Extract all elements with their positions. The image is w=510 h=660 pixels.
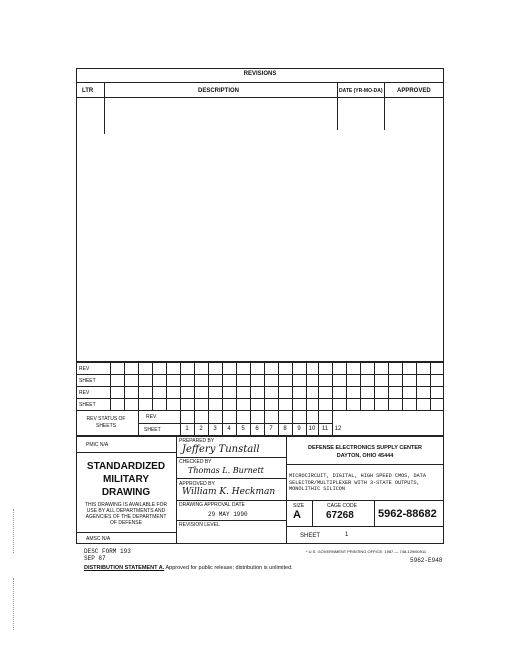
distribution-statement: [84, 565, 293, 571]
drawing-description: MICROCIRCUIT, DIGITAL, HIGH SPEED CMOS, DATA SELECTOR/MULTIPLEXER WITH 3-STATE OUTPUTS, MONOLITHIC SILICON: [289, 473, 426, 492]
agency-name: DEFENSE ELECTRONICS SUPPLY CENTER: [308, 445, 422, 451]
cage-code-value: 67268: [326, 510, 354, 521]
rev-label: REV: [146, 414, 157, 420]
revision-level-label: REVISION LEVEL: [179, 522, 220, 528]
revisions-title: REVISIONS: [243, 71, 277, 77]
scan-mark: [13, 578, 15, 630]
drawing-title-line-2: MILITARY: [102, 474, 150, 485]
gpo-note: * U.S. GOVERNMENT PRINTING OFFICE: 1987 — 748-129/60911: [306, 549, 427, 554]
row-label-rev-2: REV: [79, 390, 90, 396]
pmic-label: PMIC N/A: [86, 442, 109, 448]
sheet-number: 3: [213, 426, 217, 432]
sheet-footer-label: SHEET: [300, 533, 321, 539]
sheet-label: SHEET: [144, 427, 161, 433]
col-ltr: LTR: [82, 88, 94, 94]
col-description: DESCRIPTION: [198, 88, 240, 94]
sheet-number: 4: [227, 426, 231, 432]
form-date: SEP 87: [84, 555, 106, 562]
distribution-text: Approved for public release; distribution is unlimited.: [165, 565, 293, 571]
rev-status-label: REV STATUS OF SHEETS: [86, 416, 126, 429]
sheet-number: 9: [297, 426, 301, 432]
size-label: SIZE: [293, 503, 305, 509]
approval-date-label: DRAWING APPROVAL DATE: [179, 502, 245, 508]
sheet-number: 11: [321, 426, 329, 432]
size-value: A: [293, 509, 301, 521]
availability-note: THIS DRAWING IS AVAILABLE FOR USE BY ALL DEPARTMENTS AND AGENCIES OF THE DEPARTMENT OF DEFENSE: [84, 502, 168, 526]
col-date: DATE (YR-MO-DA): [339, 88, 383, 94]
sheet-number: 10: [308, 426, 316, 432]
prepared-by-signature: Jeffery Tunstall: [182, 444, 260, 455]
approved-by-label: APPROVED BY: [179, 481, 215, 487]
drawing-title-line-1: STANDARDIZED: [86, 461, 166, 472]
row-label-sheet-1: SHEET: [79, 378, 96, 384]
drawing-title-line-3: DRAWING: [101, 487, 151, 498]
drawing-number: 5962-88682: [378, 508, 437, 520]
sheet-number: 12: [334, 426, 342, 432]
row-label-rev-1: REV: [79, 366, 90, 372]
sheet-number: 8: [283, 426, 287, 432]
sheet-number: 5: [241, 426, 245, 432]
revisions-block: [76, 68, 444, 362]
scan-mark: [13, 509, 15, 553]
amsc-label: AMSC N/A: [86, 536, 111, 542]
cage-code-label: CAGE CODE: [327, 503, 358, 509]
sheet-number: 6: [255, 426, 259, 432]
document-id: 5962-E948: [410, 557, 443, 564]
col-approved: APPROVED: [397, 88, 431, 94]
agency-city: DAYTON, OHIO 45444: [336, 453, 394, 459]
form-number: DESC FORM 193: [84, 548, 131, 555]
prepared-by-label: PREPARED BY: [179, 438, 215, 444]
checked-by-signature: Thomas L. Burnett: [188, 466, 264, 475]
distribution-label: DISTRIBUTION STATEMENT A.: [84, 565, 165, 571]
sheet-number: 2: [199, 426, 203, 432]
approved-by-signature: William K. Heckman: [182, 487, 276, 497]
sheet-footer-value: 1: [345, 532, 349, 538]
row-label-sheet-2: SHEET: [79, 402, 96, 408]
checked-by-label: CHECKED BY: [179, 459, 212, 465]
sheet-number: 1: [185, 426, 189, 432]
approval-date: 29 MAY 1990: [208, 511, 248, 518]
sheet-number: 7: [269, 426, 273, 432]
